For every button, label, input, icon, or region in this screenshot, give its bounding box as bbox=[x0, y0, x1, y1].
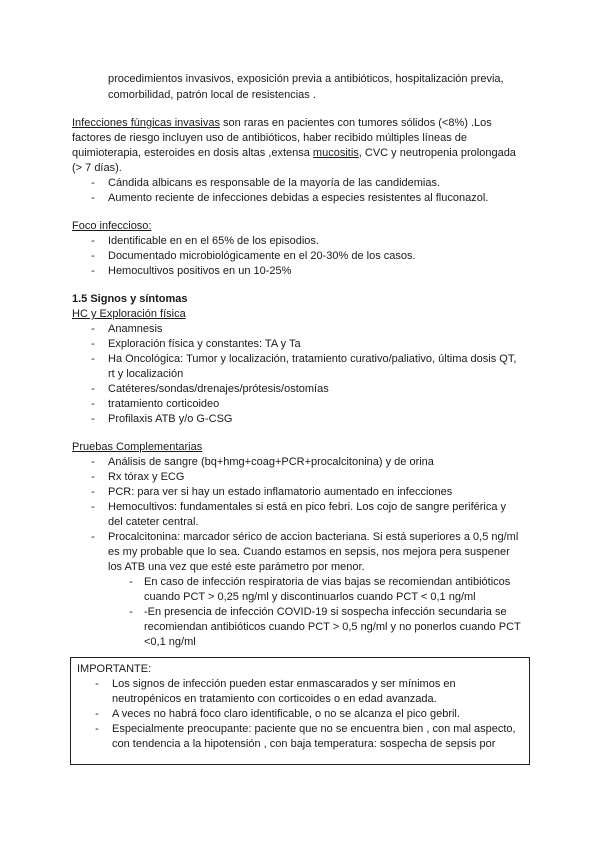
hc-bullet: Exploración física y constantes: TA y Ta bbox=[108, 338, 301, 350]
pruebas-bullet: Análisis de sangre (bq+hmg+coag+PCR+procalcitonina) y de orina bbox=[108, 456, 434, 468]
bullet-dash: - bbox=[91, 323, 95, 335]
fungal-paragraph-line bbox=[72, 116, 492, 131]
pruebas-heading: Pruebas Complementarias bbox=[72, 441, 203, 453]
fungal-paragraph-line: factores de riesgo incluyen uso de antibióticos, haber recibido múltiples líneas de bbox=[72, 132, 468, 144]
bullet-dash: - bbox=[95, 708, 99, 720]
bullet-dash: - bbox=[91, 413, 95, 425]
pruebas-bullet-cont: los ATB una vez que esté este parámetro por menor. bbox=[108, 561, 365, 573]
pruebas-bullet-cont: es my probable que lo sea. Cuando estamos en sepsis, nos mejora pera suspener bbox=[108, 546, 510, 558]
pruebas-bullet: PCR: para ver si hay un estado inflamatorio aumentado en infecciones bbox=[108, 486, 453, 498]
bullet-dash: - bbox=[91, 235, 95, 247]
bullet-dash: - bbox=[91, 456, 95, 468]
important-bullet: Especialmente preocupante: paciente que no se encuentra bien , con mal aspecto, bbox=[112, 723, 516, 735]
hc-heading: HC y Exploración física bbox=[72, 308, 186, 320]
fungal-heading: Infecciones fúngicas invasivas bbox=[72, 117, 220, 129]
bullet-dash: - bbox=[91, 338, 95, 350]
hc-bullet: Profilaxis ATB y/o G-CSG bbox=[108, 413, 233, 425]
bullet-dash: - bbox=[91, 192, 95, 204]
bullet-dash: - bbox=[91, 398, 95, 410]
bullet-dash: - bbox=[91, 250, 95, 262]
hc-bullet: Catéteres/sondas/drenajes/prótesis/ostomías bbox=[108, 383, 329, 395]
mucositis-term: mucositis bbox=[312, 147, 359, 159]
bullet-dash: - bbox=[91, 471, 95, 483]
sub-bullet-dash: - bbox=[129, 576, 133, 588]
hc-bullet: Ha Oncológica: Tumor y localización, tratamiento curativo/paliativo, última dosis QT, bbox=[108, 353, 517, 365]
pct-sub-bullet-cont: recomiendan antibióticos cuando PCT > 0,5 ng/ml y no ponerlos cuando PCT bbox=[144, 621, 521, 633]
pruebas-bullet-cont: del cateter central. bbox=[108, 516, 199, 528]
pruebas-bullet: Rx tórax y ECG bbox=[108, 471, 185, 483]
pct-sub-bullet-cont: <0,1 ng/ml bbox=[144, 636, 196, 648]
fungal-paragraph-line bbox=[72, 146, 516, 161]
foco-bullet: Documentado microbiológicamente en el 20-30% de los casos. bbox=[108, 250, 416, 262]
important-title: IMPORTANTE: bbox=[77, 663, 152, 675]
important-bullet: Los signos de infección pueden estar enmascarados y ser mínimos en bbox=[112, 678, 456, 690]
fungal-line1-text: son raras en pacientes con tumores sólidos (<8%) .Los bbox=[219, 117, 492, 129]
pct-sub-bullet: En caso de infección respiratoria de vias bajas se recomiendan antibióticos bbox=[144, 576, 511, 588]
important-bullet-cont: con tendencia a la hipotensión , con baja temperatura: sospecha de sepsis por bbox=[112, 738, 496, 750]
intro-line: comorbilidad, patrón local de resistencias . bbox=[108, 89, 316, 101]
pruebas-bullet: Procalcitonina: marcador sérico de accion bacteriana. Si está superiores a 0,5 ng/ml bbox=[108, 531, 519, 543]
hc-bullet: tratamiento corticoideo bbox=[108, 398, 220, 410]
pct-sub-bullet-cont: cuando PCT > 0,25 ng/ml y discontinuarlos cuando PCT < 0,1 ng/ml bbox=[144, 591, 476, 603]
pruebas-bullet: Hemocultivos: fundamentales si está en pico febri. Los cojo de sangre periférica y bbox=[108, 501, 507, 513]
bullet-dash: - bbox=[95, 723, 99, 735]
important-bullet-cont: neutropénicos en tratamiento con corticoides o en edad avanzada. bbox=[112, 693, 437, 705]
fungal-line3-post: , CVC y neutropenia prolongada bbox=[358, 147, 516, 159]
hc-bullet: Anamnesis bbox=[108, 323, 163, 335]
intro-line: procedimientos invasivos, exposición previa a antibióticos, hospitalización previa, bbox=[108, 73, 504, 85]
hc-bullet-cont: rt y localización bbox=[108, 368, 184, 380]
fungal-line3-pre: quimioterapia, esteroides en dosis altas ,extensa bbox=[72, 147, 313, 159]
bullet-dash: - bbox=[91, 177, 95, 189]
important-bullet: A veces no habrá foco claro identificable, o no se alcanza el pico gebril. bbox=[112, 708, 460, 720]
foco-heading: Foco infeccioso: bbox=[72, 220, 152, 232]
bullet-dash: - bbox=[95, 678, 99, 690]
sub-bullet-dash: - bbox=[129, 606, 133, 618]
bullet-dash: - bbox=[91, 383, 95, 395]
fungal-paragraph-line: (> 7 días). bbox=[72, 162, 122, 174]
bullet-dash: - bbox=[91, 265, 95, 277]
bullet-dash: - bbox=[91, 531, 95, 543]
pct-sub-bullet: -En presencia de infección COVID-19 si sospecha infección secundaria se bbox=[144, 606, 507, 618]
foco-bullet: Hemocultivos positivos en un 10-25% bbox=[108, 265, 292, 277]
fungal-bullet: Cándida albicans es responsable de la mayoría de las candidemias. bbox=[108, 177, 441, 189]
section-title: 1.5 Signos y síntomas bbox=[72, 293, 188, 305]
fungal-bullet: Aumento reciente de infecciones debidas a especies resistentes al fluconazol. bbox=[108, 192, 489, 204]
bullet-dash: - bbox=[91, 486, 95, 498]
foco-bullet: Identificable en en el 65% de los episodios. bbox=[108, 235, 319, 247]
bullet-dash: - bbox=[91, 501, 95, 513]
bullet-dash: - bbox=[91, 353, 95, 365]
